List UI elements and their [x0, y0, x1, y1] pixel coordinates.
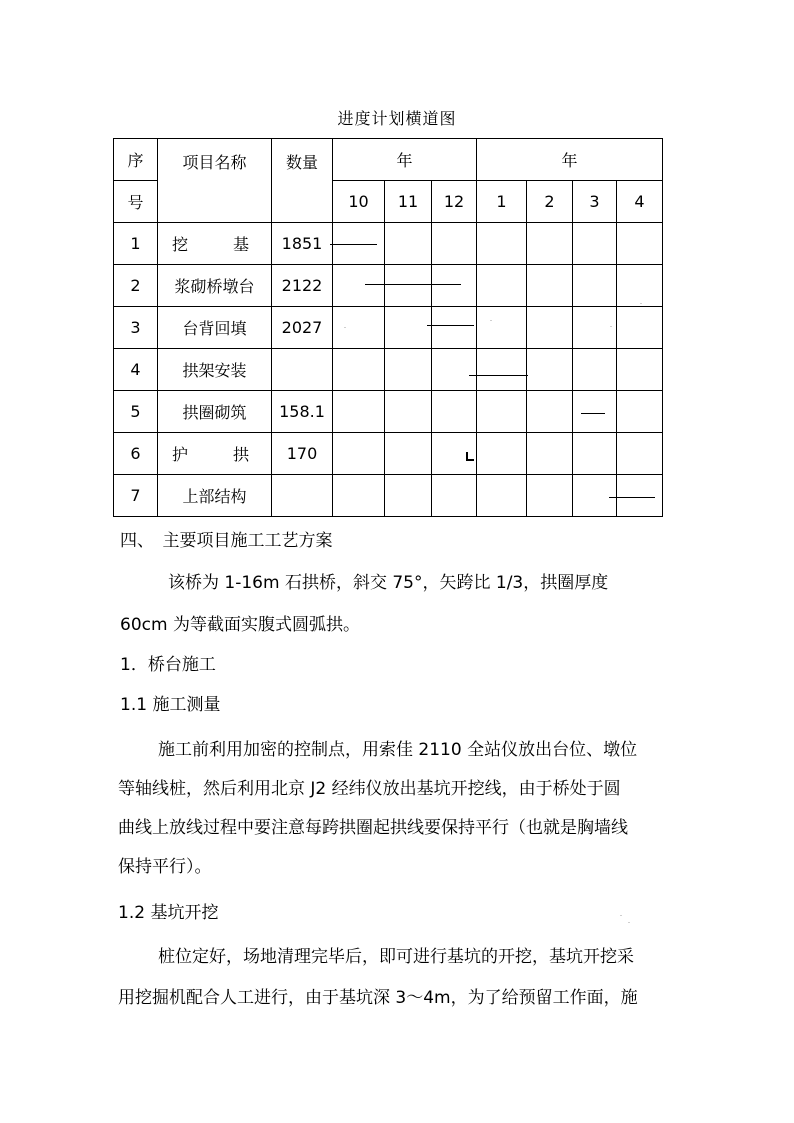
table-row: [114, 265, 663, 307]
subsection-heading: 1.1 施工测量: [120, 695, 221, 715]
paragraph-line: 60cm 为等截面实腹式圆弧拱。: [120, 615, 360, 635]
item-quantity: 2122: [272, 265, 333, 307]
gantt-table: [113, 138, 663, 517]
gantt-cell: [573, 349, 617, 391]
year-header-1: 年: [333, 139, 477, 181]
table-row: [114, 433, 663, 475]
gantt-cell: [477, 307, 527, 349]
gantt-cell: [385, 307, 432, 349]
gantt-cell: [477, 433, 527, 475]
paragraph-line: 桩位定好，场地清理完毕后，即可进行基坑的开挖，基坑开挖采: [158, 947, 634, 967]
paragraph-line: 曲线上放线过程中要注意每跨拱圈起拱线要保持平行（也就是胸墙线: [118, 818, 628, 838]
gantt-cell: [385, 349, 432, 391]
gantt-cell: [573, 475, 617, 517]
seq-header-top: 序: [114, 139, 158, 181]
item-name-part: 拱: [232, 445, 249, 464]
gantt-cell: [432, 223, 477, 265]
gantt-cell: [432, 349, 477, 391]
item-name: 台背回填: [158, 307, 272, 349]
gantt-cell: [333, 223, 385, 265]
gantt-cell: [385, 391, 432, 433]
item-name: [158, 223, 272, 265]
gantt-cell: [432, 265, 477, 307]
gantt-cell: [527, 307, 573, 349]
gantt-bar: [365, 284, 461, 285]
gantt-cell: [573, 223, 617, 265]
row-number: 6: [114, 433, 158, 475]
item-quantity: 2027: [272, 307, 333, 349]
item-name: 拱架安装: [158, 349, 272, 391]
month-header: 12: [432, 181, 477, 223]
gantt-bar: [427, 325, 474, 326]
item-quantity: 1851: [272, 223, 333, 265]
gantt-cell: [573, 391, 617, 433]
gantt-cell: [477, 349, 527, 391]
gantt-cell: [617, 433, 663, 475]
paragraph-line: 施工前利用加密的控制点，用索佳 2110 全站仪放出台位、墩位: [158, 740, 638, 760]
gantt-bar-end: [466, 452, 468, 461]
gantt-cell: [477, 475, 527, 517]
gantt-cell: [527, 265, 573, 307]
gantt-cell: [385, 475, 432, 517]
item-name: 浆砌桥墩台: [158, 265, 272, 307]
gantt-cell: [385, 265, 432, 307]
paragraph-line: 等轴线桩，然后利用北京 J2 经纬仪放出基坑开挖线，由于桥处于圆: [118, 779, 621, 799]
row-number: 7: [114, 475, 158, 517]
gantt-cell: [432, 475, 477, 517]
gantt-cell: [617, 307, 663, 349]
gantt-cell: [333, 307, 385, 349]
table-row: [114, 475, 663, 517]
gantt-cell: [527, 349, 573, 391]
gantt-cell: [573, 433, 617, 475]
item-name-part: 基: [232, 235, 249, 254]
gantt-cell: [333, 475, 385, 517]
year-header-2: 年: [477, 139, 663, 181]
month-header: 2: [527, 181, 573, 223]
paragraph-line: 保持平行）。: [118, 857, 212, 877]
gantt-cell: [385, 433, 432, 475]
gantt-bar: [469, 375, 528, 376]
gantt-cell: [617, 349, 663, 391]
gantt-bar: [581, 413, 605, 414]
paragraph-line: 该桥为 1-16m 石拱桥，斜交 75°，矢跨比 1/3，拱圈厚度: [168, 573, 609, 593]
item-quantity: 170: [272, 433, 333, 475]
gantt-cell: [432, 433, 477, 475]
row-number: 5: [114, 391, 158, 433]
gantt-cell: [617, 223, 663, 265]
scan-speck: [344, 327, 346, 328]
item-name: [158, 433, 272, 475]
gantt-bar: [330, 244, 377, 245]
gantt-bar: [609, 497, 655, 498]
table-row: [114, 349, 663, 391]
month-header: 11: [385, 181, 432, 223]
gantt-cell: [333, 349, 385, 391]
month-header: 4: [617, 181, 663, 223]
item-name: 拱圈砌筑: [158, 391, 272, 433]
gantt-cell: [333, 265, 385, 307]
seq-header-bottom: 号: [114, 181, 158, 223]
scan-speck: [490, 320, 492, 321]
scan-speck: [610, 326, 612, 327]
table-row: [114, 391, 663, 433]
month-header: 3: [573, 181, 617, 223]
item-quantity: [272, 475, 333, 517]
gantt-cell: [333, 433, 385, 475]
name-header: 项目名称: [158, 139, 272, 223]
item-name-part: 护: [172, 445, 189, 464]
gantt-cell: [432, 307, 477, 349]
table-row: [114, 223, 663, 265]
row-number: 3: [114, 307, 158, 349]
gantt-cell: [432, 391, 477, 433]
gantt-cell: [477, 265, 527, 307]
month-header: 1: [477, 181, 527, 223]
gantt-cell: [617, 265, 663, 307]
table-row: [114, 307, 663, 349]
item-name: 上部结构: [158, 475, 272, 517]
month-header: 10: [333, 181, 385, 223]
scan-speck: [628, 922, 630, 923]
gantt-cell: [477, 223, 527, 265]
gantt-cell: [617, 391, 663, 433]
gantt-cell: [527, 391, 573, 433]
gantt-cell: [573, 265, 617, 307]
gantt-cell: [333, 391, 385, 433]
scan-speck: [640, 303, 642, 304]
paragraph-line: 用挖掘机配合人工进行，由于基坑深 3～4m，为了给预留工作面，施: [118, 988, 638, 1008]
table-title: 进度计划横道图: [337, 109, 457, 128]
qty-header: 数量: [272, 139, 333, 223]
gantt-cell: [573, 307, 617, 349]
gantt-cell: [527, 433, 573, 475]
row-number: 2: [114, 265, 158, 307]
section-heading: 四、 主要项目施工工艺方案: [120, 531, 333, 551]
gantt-cell: [385, 223, 432, 265]
row-number: 4: [114, 349, 158, 391]
subsection-heading: 1.2 基坑开挖: [118, 903, 219, 923]
gantt-cell: [527, 475, 573, 517]
item-quantity: 158.1: [272, 391, 333, 433]
subsection-heading: 1．桥台施工: [120, 655, 216, 675]
scan-speck: [620, 915, 622, 916]
row-number: 1: [114, 223, 158, 265]
gantt-cell: [617, 475, 663, 517]
gantt-cell: [527, 223, 573, 265]
item-name-part: 挖: [172, 235, 189, 254]
item-quantity: [272, 349, 333, 391]
gantt-cell: [477, 391, 527, 433]
